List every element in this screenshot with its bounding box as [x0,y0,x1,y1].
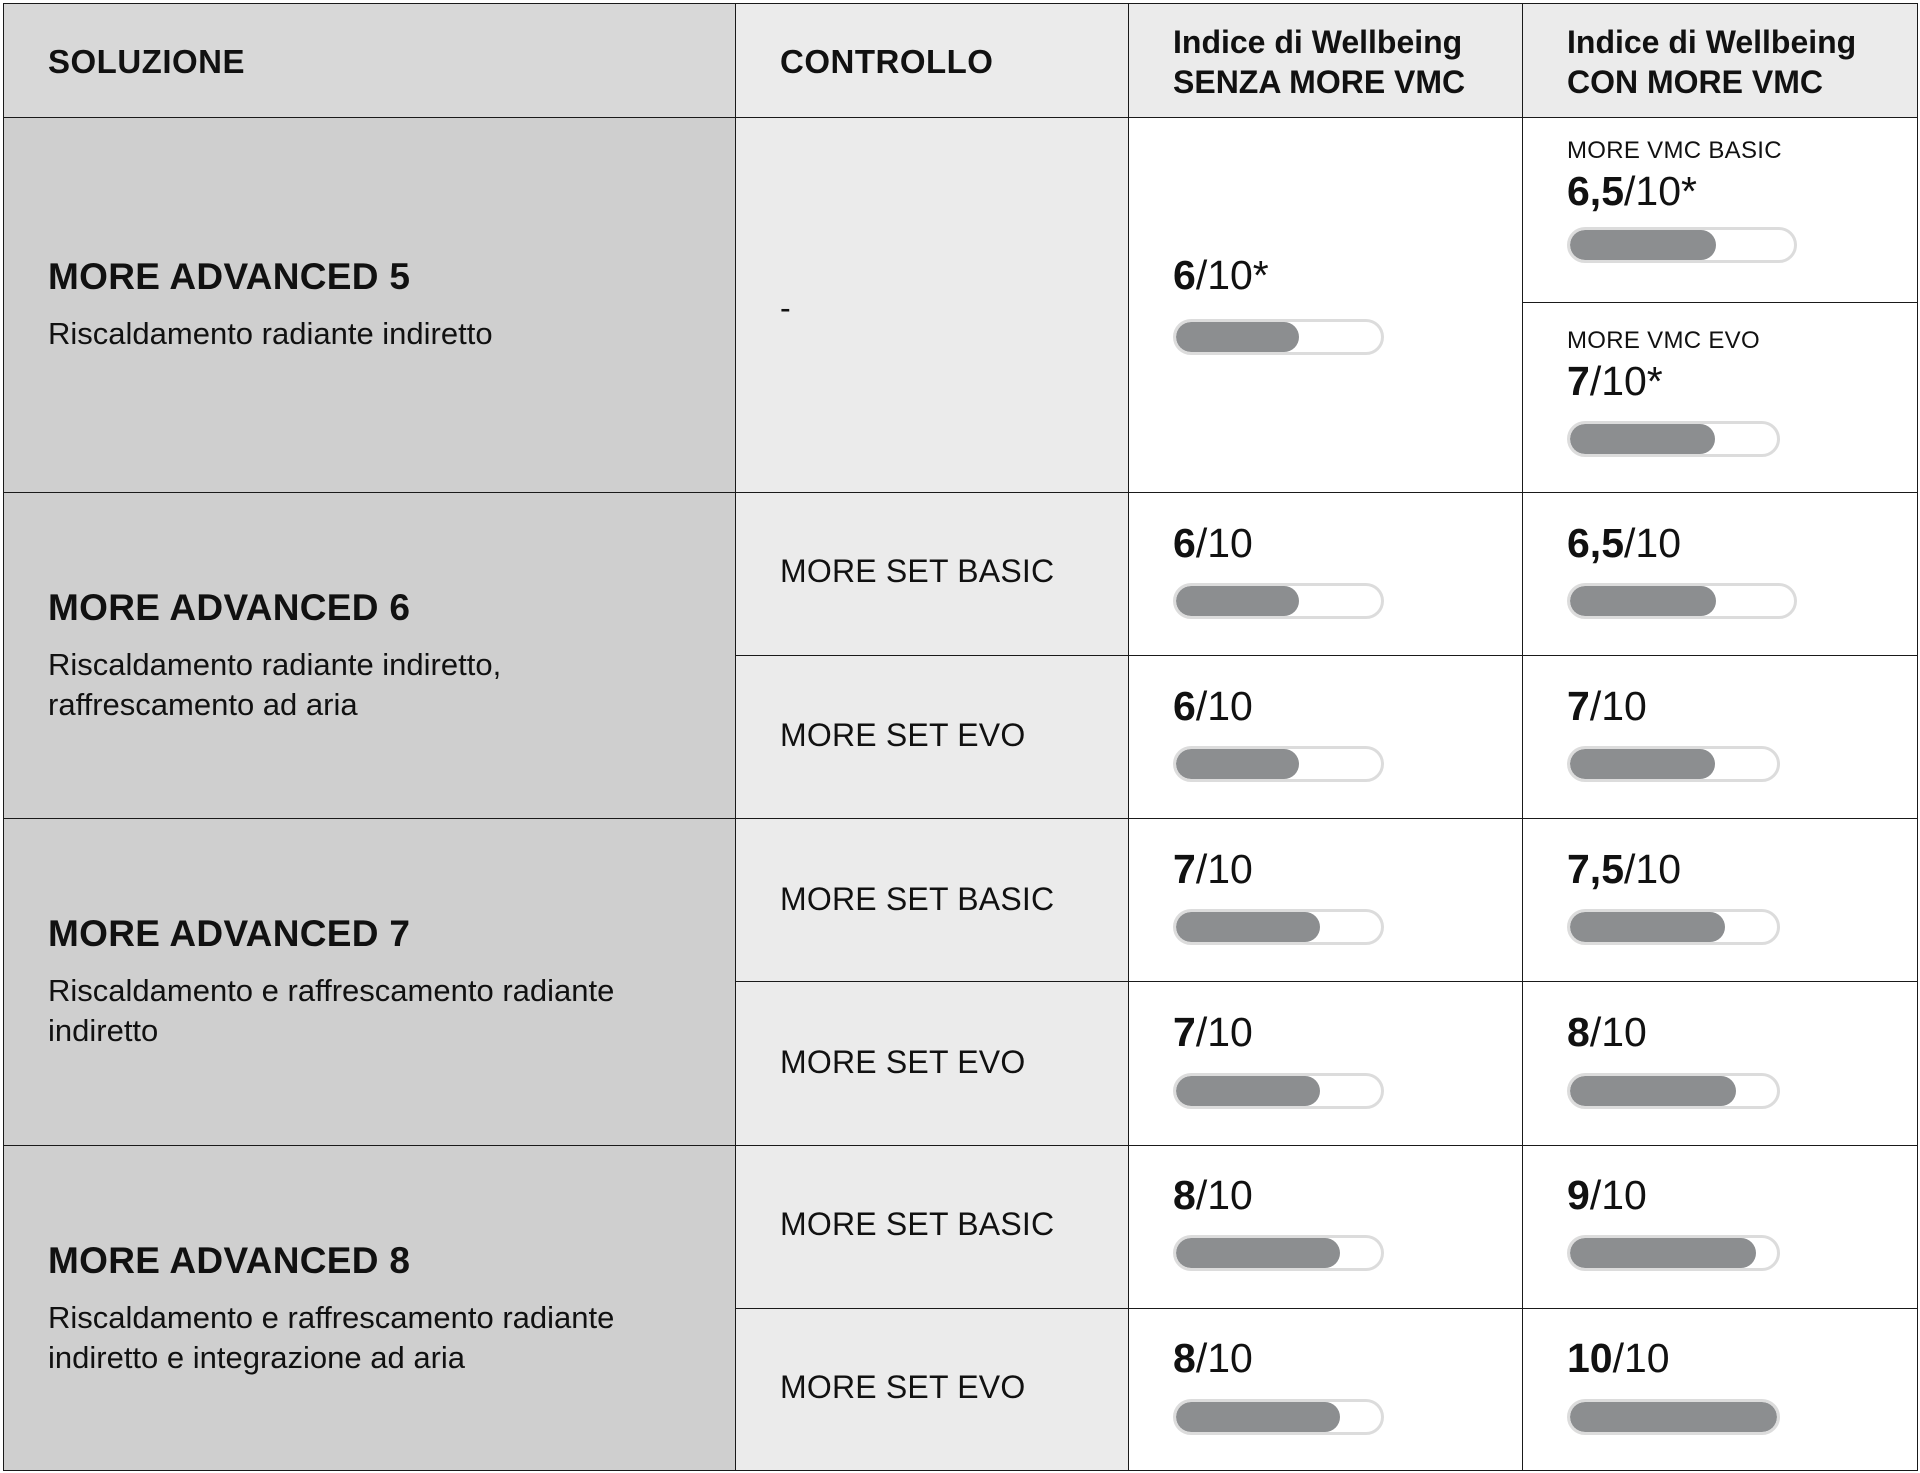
score-text [1173,520,1253,567]
solution-title: MORE ADVANCED 8 [48,1240,411,1281]
score-bar [1567,1399,1780,1435]
score-value: 7 [1173,1009,1196,1055]
solution-description: Riscaldamento e raffrescamento radiante indiretto [48,973,615,1048]
score-value: 8 [1567,1009,1590,1055]
score-value: 7,5 [1567,846,1624,892]
score-bar-fill [1570,1238,1756,1268]
score-cell-senza [1128,655,1523,819]
score-bar-fill [1176,322,1299,352]
control-cell [735,1145,1129,1309]
score-bar [1173,1235,1384,1271]
score-cell-senza [1128,1145,1523,1309]
score-bar-fill [1176,1238,1340,1268]
score-cell-con-vmc-basic [1522,117,1918,303]
score-text [1173,252,1269,299]
score-bar [1173,583,1384,619]
header-con-line1: Indice di Wellbeing [1567,24,1857,60]
score-value: 6,5 [1567,168,1624,214]
control-cell [735,981,1129,1146]
header-controllo-label: CONTROLLO [780,43,994,80]
header-senza-line1: Indice di Wellbeing [1173,24,1463,60]
score-denominator: /10* [1589,358,1663,404]
score-denominator: /10* [1624,168,1697,214]
score-bar [1173,1399,1384,1435]
control-label: MORE SET EVO [780,717,1026,753]
score-text [1567,168,1697,215]
score-bar [1173,319,1384,355]
score-bar-fill [1570,230,1716,260]
score-text [1567,358,1663,405]
score-cell-senza [1128,981,1523,1146]
header-con-line2: CON MORE VMC [1567,64,1823,100]
score-cell-senza [1128,1308,1523,1471]
score-text [1173,1009,1253,1056]
vmc-variant-label: MORE VMC EVO [1567,327,1760,354]
score-value: 6,5 [1567,520,1624,566]
solution-more-advanced-5 [3,117,736,493]
score-text [1567,520,1681,567]
score-value: 7 [1567,358,1590,404]
score-text [1567,1172,1647,1219]
score-cell-con [1522,1308,1918,1471]
header-soluzione [3,3,736,118]
score-text [1173,846,1253,893]
score-bar [1567,227,1797,263]
score-denominator: /10 [1589,1009,1647,1055]
score-value: 7 [1567,683,1590,729]
score-text [1567,1335,1670,1382]
score-value: 8 [1173,1335,1196,1381]
score-value: 9 [1567,1172,1590,1218]
solution-more-advanced-6 [3,492,736,819]
control-cell [735,818,1129,982]
score-cell-con [1522,655,1918,819]
score-text [1173,683,1253,730]
header-controllo [735,3,1129,118]
score-denominator: /10 [1195,1335,1253,1381]
score-text [1173,1335,1253,1382]
score-cell-senza [1128,818,1523,982]
score-bar-fill [1570,912,1725,942]
score-bar-fill [1570,424,1715,454]
score-cell-senza [1128,492,1523,656]
score-denominator: /10 [1589,683,1647,729]
solution-more-advanced-7 [3,818,736,1146]
score-cell-con [1522,981,1918,1146]
score-bar [1173,909,1384,945]
control-label: MORE SET BASIC [780,881,1055,917]
score-bar-fill [1570,749,1715,779]
score-text [1567,846,1681,893]
control-label: MORE SET BASIC [780,553,1055,589]
score-value: 6 [1173,683,1196,729]
control-cell [735,492,1129,656]
score-denominator: /10 [1195,1172,1253,1218]
score-denominator: /10 [1195,520,1253,566]
header-con-vmc [1522,3,1918,118]
score-bar-fill [1176,1076,1320,1106]
control-label: - [780,290,791,326]
score-bar [1173,1073,1384,1109]
control-label: MORE SET EVO [780,1044,1026,1080]
score-cell-senza [1128,117,1523,493]
score-denominator: /10 [1612,1335,1670,1381]
score-bar [1567,1073,1780,1109]
score-cell-con [1522,818,1918,982]
score-bar [1567,421,1780,457]
score-bar [1173,746,1384,782]
score-bar [1567,583,1797,619]
score-bar-fill [1176,1402,1340,1432]
score-bar [1567,746,1780,782]
control-label: MORE SET EVO [780,1369,1026,1405]
score-denominator: /10 [1624,520,1681,566]
score-bar [1567,909,1780,945]
control-label: MORE SET BASIC [780,1206,1055,1242]
solution-description: Riscaldamento radiante indiretto, raffrescamento ad aria [48,647,502,722]
score-denominator: /10 [1589,1172,1647,1218]
vmc-variant-label: MORE VMC BASIC [1567,137,1782,164]
solution-title: MORE ADVANCED 5 [48,256,411,297]
control-cell [735,655,1129,819]
score-cell-con [1522,1145,1918,1309]
score-value: 10 [1567,1335,1613,1381]
score-bar-fill [1570,1076,1736,1106]
score-bar-fill [1176,912,1320,942]
score-cell-con-vmc-evo [1522,302,1918,493]
score-cell-con [1522,492,1918,656]
solution-description: Riscaldamento radiante indiretto [48,316,493,351]
score-bar-fill [1176,586,1299,616]
solution-description: Riscaldamento e raffrescamento radiante indiretto e integrazione ad aria [48,1300,615,1375]
score-bar-fill [1570,586,1716,616]
score-text [1567,683,1647,730]
score-denominator: /10* [1195,252,1269,298]
control-cell [735,1308,1129,1471]
score-denominator: /10 [1195,1009,1253,1055]
score-value: 8 [1173,1172,1196,1218]
solution-more-advanced-8 [3,1145,736,1471]
header-senza-line2: SENZA MORE VMC [1173,64,1466,100]
score-text [1173,1172,1253,1219]
score-denominator: /10 [1624,846,1681,892]
score-value: 7 [1173,846,1196,892]
score-bar-fill [1176,749,1299,779]
score-value: 6 [1173,252,1196,298]
score-denominator: /10 [1195,846,1253,892]
score-text [1567,1009,1647,1056]
solution-title: MORE ADVANCED 7 [48,913,411,954]
header-senza-vmc [1128,3,1523,118]
solution-title: MORE ADVANCED 6 [48,587,411,628]
score-bar [1567,1235,1780,1271]
header-soluzione-label: SOLUZIONE [48,43,246,80]
score-value: 6 [1173,520,1196,566]
score-denominator: /10 [1195,683,1253,729]
control-cell [735,117,1129,493]
score-bar-fill [1570,1402,1777,1432]
